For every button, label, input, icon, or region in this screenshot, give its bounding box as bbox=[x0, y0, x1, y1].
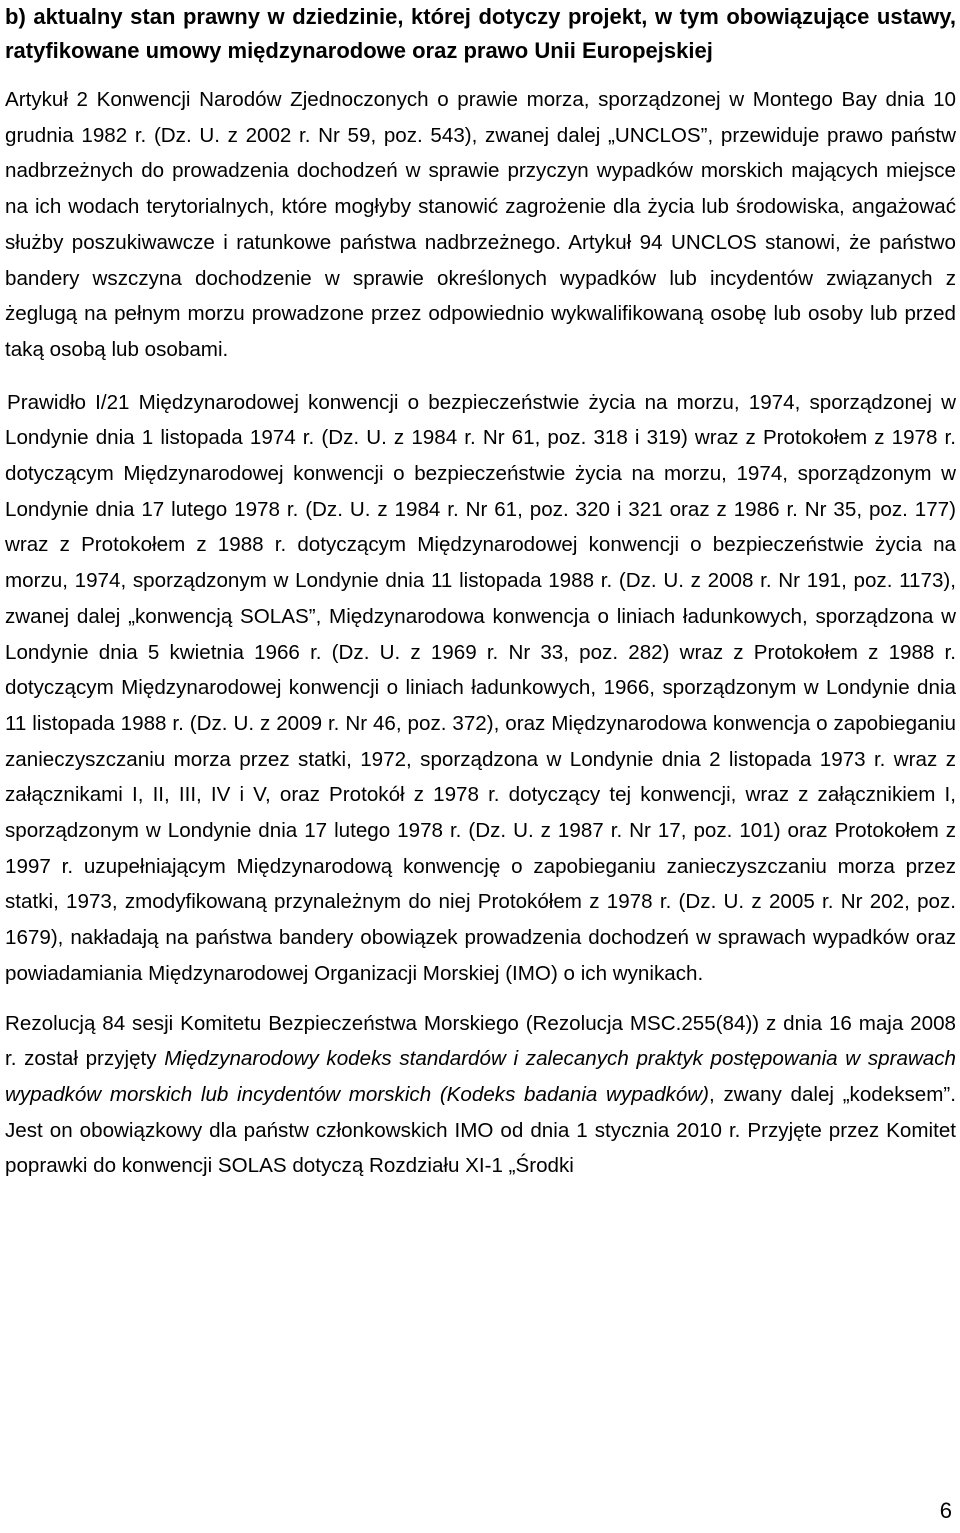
paragraph-msc-tail: , zwany dalej „kodeksem”. Jest on obowiązkowy dla państw członkowskich IMO od dnia 1 stycznia 2010 r. Przyjęte przez Komitet poprawki do konwencji SOLAS dotyczą Rozdziału XI-1 „Środki bbox=[5, 1082, 956, 1178]
code-title-italic: Międzynarodowy kodeks standardów i zalecanych praktyk postępowania w sprawach wypadków morskich lub incydentów morskich (Kodeks badania wypadków) bbox=[5, 1047, 956, 1106]
paragraph-unclos: Artykuł 2 Konwencji Narodów Zjednoczonych o prawie morza, sporządzonej w Montego Bay dnia 10 grudnia 1982 r. (Dz. U. z 2002 r. Nr 59, poz. 543), zwanej dalej „UNCLOS”, przewiduje prawo państw nadbrzeżnych do prowadzenia dochodzeń w sprawie przyczyn wypadków morskich mających miejsce na ich wodach terytorialnych, które mogłyby stanowić zagrożenie dla życia lub środowiska, angażować służby poszukiwawcze i ratunkowe państwa nadbrzeżnego. Artykuł 94 UNCLOS stanowi, że państwo bandery wszczyna dochodzenie w sprawie określonych wypadków lub incydentów związanych z żeglugą na pełnym morzu prowadzone przez odpowiednio wykwalifikowaną osobę lub osoby lub przed taką osobą lub osobami. bbox=[5, 88, 956, 361]
paragraph-msc-lead: Rezolucją 84 sesji Komitetu Bezpieczeństwa Morskiego (Rezolucja MSC.255(84)) z dnia 16 maja 2008 r. został przyjęty bbox=[5, 1011, 956, 1071]
page-number: 6 bbox=[939, 1498, 952, 1523]
section-heading: b) aktualny stan prawny w dziedzinie, której dotyczy projekt, w tym obowiązujące ustawy, ratyfikowane umowy międzynarodowe oraz prawo Unii Europejskiej bbox=[5, 4, 956, 63]
document-page bbox=[5, 0, 956, 1184]
paragraph-msc-resolution bbox=[5, 1006, 956, 1185]
paragraph-solas: Prawidło I/21 Międzynarodowej konwencji o bezpieczeństwie życia na morzu, 1974, sporządzonej w Londynie dnia 1 listopada 1974 r. (Dz. U. z 1984 r. Nr 61, poz. 318 i 319) wraz z Protokołem z 1978 r. dotyczącym Międzynarodowej konwencji o bezpieczeństwie życia na morzu, 1974, sporządzonym w Londynie dnia 17 lutego 1978 r. (Dz. U. z 1984 r. Nr 61, poz. 320 i 321 oraz z 1986 r. Nr 35, poz. 177) wraz z Protokołem z 1988 r. dotyczącym Międzynarodowej konwencji o bezpieczeństwie życia na morzu, 1974, sporządzonym w Londynie dnia 11 listopada 1988 r. (Dz. U. z 2008 r. Nr 191, poz. 1173), zwanej dalej „konwencją SOLAS”, Międzynarodowa konwencja o liniach ładunkowych, sporządzona w Londynie dnia 5 kwietnia 1966 r. (Dz. U. z 1969 r. Nr 33, poz. 282) wraz z Protokołem z 1988 r. dotyczącym Międzynarodowej konwencji o liniach ładunkowych, 1966, sporządzonym w Londynie dnia 11 listopada 1988 r. (Dz. U. z 2009 r. Nr 46, poz. 372), oraz Międzynarodowa konwencja o zapobieganiu zanieczyszczaniu morza przez statki, 1972, sporządzona w Londynie dnia 2 listopada 1973 r. wraz z załącznikami I, II, III, IV i V, oraz Protokół z 1978 r. dotyczący tej konwencji, wraz z załącznikiem I, sporządzonym w Londynie dnia 17 lutego 1978 r. (Dz. U. z 1987 r. Nr 17, poz. 101) oraz Protokołem z 1997 r. uzupełniającym Międzynarodową konwencję o zapobieganiu zanieczyszczaniu morza przez statki, 1973, zmodyfikowaną przynależnym do niej Protokółem z 1978 r. (Dz. U. z 2005 r. Nr 202, poz. 1679), nakładają na państwa bandery obowiązek prowadzenia dochodzeń w sprawach wypadków oraz powiadamiania Międzynarodowej Organizacji Morskiej (IMO) o ich wynikach. bbox=[5, 390, 956, 985]
